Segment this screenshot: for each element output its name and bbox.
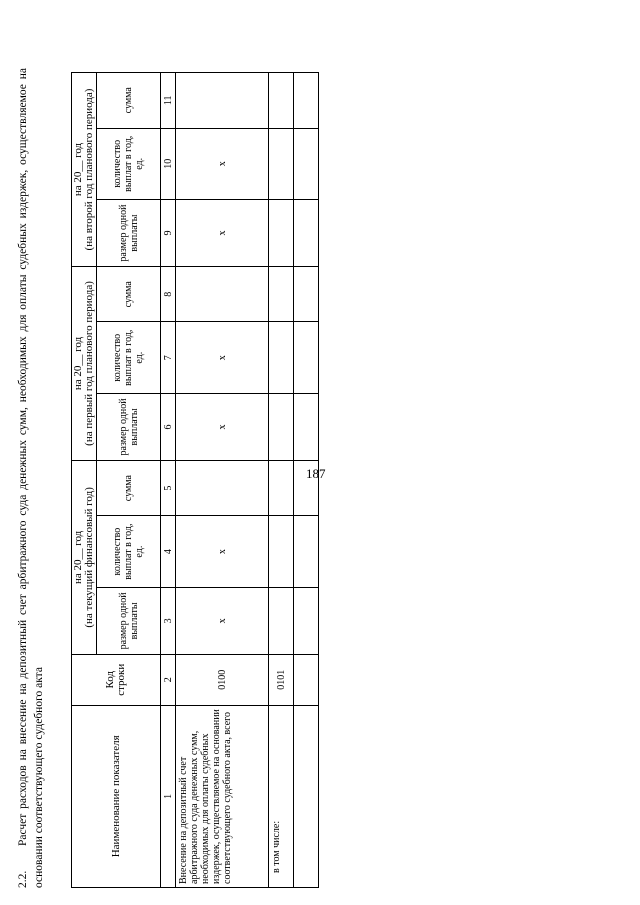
subheader-sum: сумма xyxy=(97,460,161,515)
row-code: 0100 xyxy=(176,654,269,705)
table-row xyxy=(176,73,269,888)
header-row xyxy=(72,73,97,888)
section-title: Расчет расходов на внесение на депозитный счет арбитражного суда денежных сумм, необходимых для оплаты судебных издержек, осуществляемое на основании соответствующего судебного акта xyxy=(17,68,45,888)
subheader-count: количество выплат в год, ед. xyxy=(97,516,161,588)
row-name: в том числе: xyxy=(269,705,294,887)
row-name: Внесение на депозитный счет арбитражного суда денежных сумм, необходимых для оплаты судебных издержек, осуществляемое на основании соответствующего судебного акта, всего xyxy=(176,705,269,887)
period-1-subtitle: (на текущий финансовый год) xyxy=(83,487,95,628)
column-index: 7 xyxy=(161,322,176,394)
table-cell: х xyxy=(176,516,269,588)
table-cell xyxy=(294,516,319,588)
table-cell xyxy=(269,460,294,515)
subheader-sum: сумма xyxy=(97,73,161,129)
table-cell xyxy=(294,267,319,322)
table-cell xyxy=(176,267,269,322)
column-index: 9 xyxy=(161,200,176,267)
period-3-title: на 20__ год xyxy=(72,142,84,197)
column-index: 5 xyxy=(161,460,176,515)
table-cell xyxy=(294,587,319,654)
table-cell xyxy=(269,322,294,394)
table-cell xyxy=(269,73,294,129)
row-code: 0101 xyxy=(269,654,294,705)
table-cell xyxy=(269,267,294,322)
calculation-table xyxy=(71,72,319,888)
table-cell: х xyxy=(176,200,269,267)
column-index: 3 xyxy=(161,587,176,654)
section-heading xyxy=(15,68,47,888)
table-cell xyxy=(269,516,294,588)
table-cell xyxy=(269,393,294,460)
row-name xyxy=(294,705,319,887)
table-cell: х xyxy=(176,587,269,654)
rotated-content xyxy=(15,28,615,888)
header-period-2 xyxy=(72,267,97,461)
column-index-row xyxy=(161,73,176,888)
table-cell xyxy=(294,128,319,200)
column-index: 11 xyxy=(161,73,176,129)
subheader-sum: сумма xyxy=(97,267,161,322)
header-period-1 xyxy=(72,460,97,654)
table-cell xyxy=(294,460,319,515)
table-cell xyxy=(176,73,269,129)
column-index: 4 xyxy=(161,516,176,588)
table-cell: х xyxy=(176,322,269,394)
header-code: Код строки xyxy=(72,654,161,705)
table-cell: х xyxy=(176,128,269,200)
table-row xyxy=(294,73,319,888)
table-cell xyxy=(294,393,319,460)
column-index: 2 xyxy=(161,654,176,705)
column-index: 6 xyxy=(161,393,176,460)
period-2-subtitle: (на первый год планового периода) xyxy=(83,281,95,446)
table-cell xyxy=(269,587,294,654)
table-cell xyxy=(294,200,319,267)
period-2-title: на 20__ год xyxy=(72,336,84,391)
page-number: 187 xyxy=(306,466,326,481)
header-name: Наименование показателя xyxy=(72,705,161,887)
table-cell xyxy=(294,322,319,394)
table-cell xyxy=(176,460,269,515)
period-3-subtitle: (на второй год планового периода) xyxy=(83,88,95,251)
table-cell xyxy=(269,200,294,267)
table-row xyxy=(269,73,294,888)
column-index: 1 xyxy=(161,705,176,887)
subheader-rate: размер одной выплаты xyxy=(97,200,161,267)
table-cell xyxy=(294,73,319,129)
subheader-count: количество выплат в год, ед. xyxy=(97,128,161,200)
section-number: 2.2. xyxy=(17,870,29,888)
column-index: 8 xyxy=(161,267,176,322)
subheader-rate: размер одной выплаты xyxy=(97,393,161,460)
period-1-title: на 20__ год xyxy=(72,530,84,585)
subheader-rate: размер одной выплаты xyxy=(97,587,161,654)
header-period-3 xyxy=(72,73,97,267)
subheader-count: количество выплат в год, ед. xyxy=(97,322,161,394)
row-code xyxy=(294,654,319,705)
table-cell xyxy=(269,128,294,200)
column-index: 10 xyxy=(161,128,176,200)
table-cell: х xyxy=(176,393,269,460)
